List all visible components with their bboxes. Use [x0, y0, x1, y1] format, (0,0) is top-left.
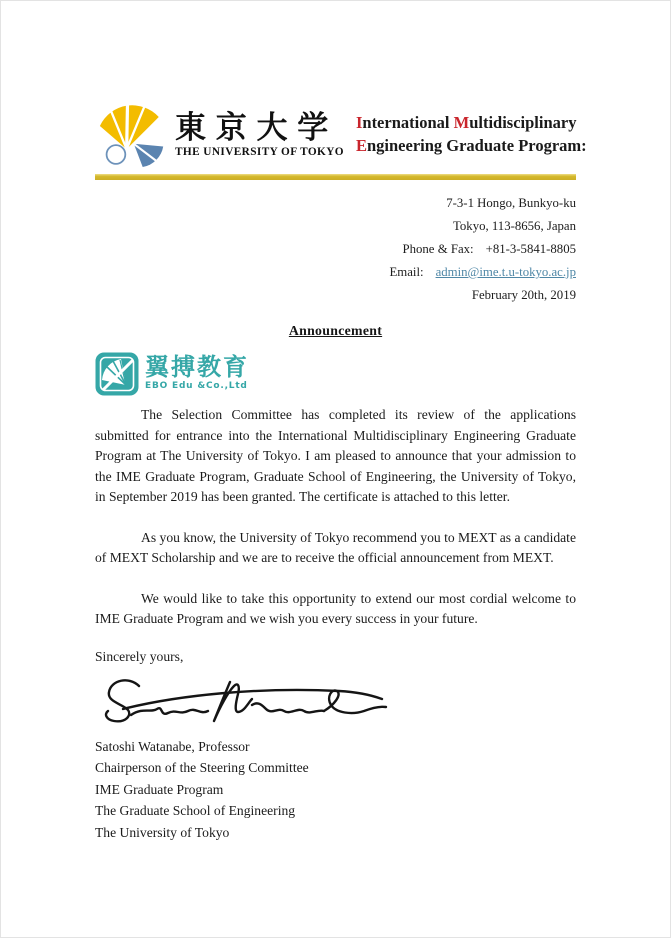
- program-title-line1: International Multidisciplinary: [355, 113, 577, 132]
- paragraph-3: We would like to take this opportunity to extend our most cordial welcome to IME Graduate Program and we wish you every success in your future.: [95, 590, 576, 626]
- signatory-program: IME Graduate Program: [95, 781, 224, 797]
- paragraph-1: The Selection Committee has completed its review of the applications submitted for entrance into the International Multidisciplinary Engineering Graduate Program at The University of Tokyo. I am pleased to announce that your admission to the IME Graduate Program, Graduate School of Engineering, the University of Tokyo, in September 2019 has been granted. The certificate is attached to this letter.: [95, 407, 576, 504]
- ebo-watermark: [95, 352, 576, 400]
- ebo-text-block: [145, 354, 249, 391]
- contact-block: [95, 192, 576, 307]
- ebo-name-cn: 翼搏教育: [145, 353, 249, 381]
- signature-block: [95, 736, 576, 844]
- university-name-block: [175, 111, 344, 158]
- signatory-name-title: Satoshi Watanabe, Professor: [95, 738, 250, 754]
- ebo-name-en: EBO Edu &Co.,Ltd: [145, 381, 248, 391]
- signatory-school: The Graduate School of Engineering: [95, 803, 296, 818]
- university-name-jp: 東 京 大 学: [175, 109, 330, 145]
- signature-image: [101, 670, 393, 730]
- header-divider-bar: [95, 174, 576, 180]
- utokyo-ginkgo-logo-icon: [95, 101, 169, 167]
- letterhead: [95, 101, 587, 167]
- signatory-role: Chairperson of the Steering Committee: [95, 760, 309, 775]
- email-link[interactable]: admin@ime.t.u-tokyo.ac.jp: [435, 265, 576, 279]
- address-line-2: Tokyo, 113-8656, Japan: [452, 219, 576, 233]
- address-line-1: 7-3-1 Hongo, Bunkyo-ku: [446, 196, 576, 210]
- ebo-logo-icon: [95, 352, 139, 396]
- email-line: [95, 261, 576, 284]
- closing-salutation: Sincerely yours,: [95, 648, 184, 664]
- paragraph-2: As you know, the University of Tokyo recommend you to MEXT as a candidate of MEXT Scholarship and we are to receive the official announcement from MEXT.: [95, 529, 576, 565]
- email-label: Email:: [389, 265, 424, 279]
- program-title: [356, 111, 587, 157]
- signatory-university: The University of Tokyo: [95, 824, 230, 840]
- university-name-en: THE UNIVERSITY OF TOKYO: [175, 145, 344, 158]
- date-line: February 20th, 2019: [471, 288, 576, 302]
- phone-label: Phone & Fax:: [402, 242, 474, 256]
- program-title-line2: Engineering Graduate Program:: [355, 136, 587, 155]
- phone-value: +81-3-5841-8805: [485, 242, 576, 256]
- phone-line: [95, 238, 576, 261]
- letter-title: Announcement: [288, 323, 383, 338]
